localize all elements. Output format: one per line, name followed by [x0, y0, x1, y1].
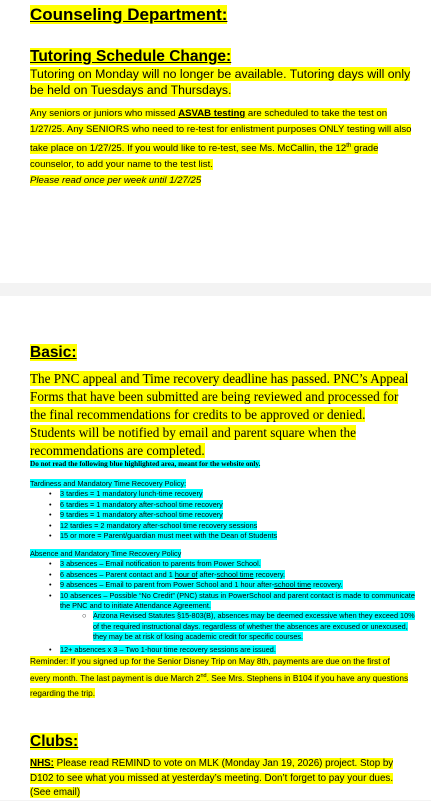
bullet-icon: •: [49, 590, 52, 600]
tutoring-paragraph: [30, 66, 415, 98]
list-item: • 6 absences – Parent contact and 1 hour of after-school time recovery.: [49, 569, 285, 579]
basic-heading-text: Basic:: [30, 344, 77, 361]
bullet-icon: •: [49, 510, 52, 520]
list-item: • 6 tardies = 1 mandatory after-school time recovery: [49, 499, 223, 509]
document-page-1: [0, 0, 431, 283]
circle-bullet-icon: ○: [82, 611, 87, 621]
asvab-reminder-italic: Please read once per week until 1/27/25: [30, 175, 202, 187]
asvab-link[interactable]: ASVAB testing: [178, 108, 246, 119]
asvab-text-mid: are scheduled to take the test on 1/27/25. Any SENIORS who need to re-test for enlistment purposes ONLY testing will also take place on 1/27/25. If you would like to re-test, see Ms. McCallin, the 12: [30, 108, 412, 155]
website-note: [30, 459, 260, 469]
bullet-icon: •: [49, 644, 52, 654]
reminder-superscript: nd: [200, 673, 207, 679]
pnc-paragraph: [30, 370, 410, 460]
list-item: ○ Arizona Revised Statutes §15-803(B), absences may be deemed excessive when they exceed 10% of the required instructional days. regardless of whether the absences are excused or unexcused, they may be at risk of losing academic credit for specific courses.: [82, 611, 415, 642]
section-heading: [30, 48, 231, 66]
clubs-heading-text: Clubs:: [30, 733, 79, 750]
list-item: • 3 absences – Email notification to parents from Power School.: [49, 559, 261, 569]
absence-policy: [30, 549, 415, 655]
bullet-icon: •: [49, 580, 52, 590]
reminder-text-end: . See Mrs. Stephens in B104 if you have any questions regarding the trip.: [30, 672, 409, 698]
absence-list: [30, 559, 415, 655]
asvab-superscript: th: [346, 143, 352, 149]
absence-title: Absence and Mandatory Time Recovery Policy: [30, 549, 182, 558]
heading-text: Counseling Department:: [30, 5, 228, 24]
tardiness-list: [30, 489, 415, 541]
bullet-icon: •: [49, 499, 52, 509]
pnc-text: The PNC appeal and Time recovery deadline has passed. PNC’s Appeal Forms that have been submitted are being reviewed and processed for the final recommendations for credits to be approved or denied. Students will be notified by email and parent square when the recommendations are completed.: [30, 371, 409, 458]
clubs-heading: [30, 732, 78, 752]
list-item: • 12+ absences x 3 – Two 1-hour time recovery sessions are issued.: [49, 644, 276, 654]
asvab-text-end: grade counselor, to add your name to the test list.: [30, 143, 379, 171]
nhs-paragraph: [30, 757, 415, 801]
bullet-icon: •: [49, 531, 52, 541]
nhs-label: NHS:: [30, 758, 54, 769]
list-item: • 15 or more = Parent/guardian must meet with the Dean of Students: [49, 531, 278, 541]
asvab-paragraph: [30, 106, 415, 189]
tardiness-policy: [30, 479, 415, 541]
nhs-text: Please read REMIND to vote on MLK (Monday Jan 19, 2026) project. Stop by D102 to see what you missed at yesterday’s meeting. Don’t forget to pay your dues. (See email): [30, 758, 394, 798]
list-item: • 9 absences – Email to parent from Power School and 1 hour after-school time recovery.: [49, 580, 343, 590]
bullet-icon: •: [49, 520, 52, 530]
tutoring-text: Tutoring on Monday will no longer be available. Tutoring days will only be held on Tuesdays and Thursdays.: [30, 67, 411, 97]
tardiness-title: Tardiness and Mandatory Time Recovery Policy:: [30, 479, 187, 488]
reminder-paragraph: [30, 654, 410, 701]
basic-heading: [30, 343, 77, 363]
list-item: • 10 absences – Possible “No Credit” (PNC) status in PowerSchool and parent contact is made to communicate the PNC and to initiate Attendance Agreement.: [49, 590, 415, 611]
subheading-text: Tutoring Schedule Change:: [30, 48, 232, 65]
list-item: • 3 tardies = 1 mandatory lunch-time recovery: [49, 489, 203, 499]
asvab-text-start: Any seniors or juniors who missed: [30, 108, 179, 119]
bullet-icon: •: [49, 569, 52, 579]
page-heading: [30, 4, 227, 26]
bullet-icon: •: [49, 489, 52, 499]
list-item: • 12 tardies = 2 mandatory after-school time recovery sessions: [49, 520, 258, 530]
list-item: • 9 tardies = 1 mandatory after-school time recovery: [49, 510, 223, 520]
website-note-text: Do not read the following blue highlighted area, meant for the website only.: [30, 460, 261, 468]
bullet-icon: •: [49, 559, 52, 569]
reminder-text: Reminder: If you signed up for the Senior Disney Trip on May 8th, payments are due on the first of every month. The last payment is due March 2: [30, 656, 390, 683]
document-page-2: [0, 296, 431, 800]
